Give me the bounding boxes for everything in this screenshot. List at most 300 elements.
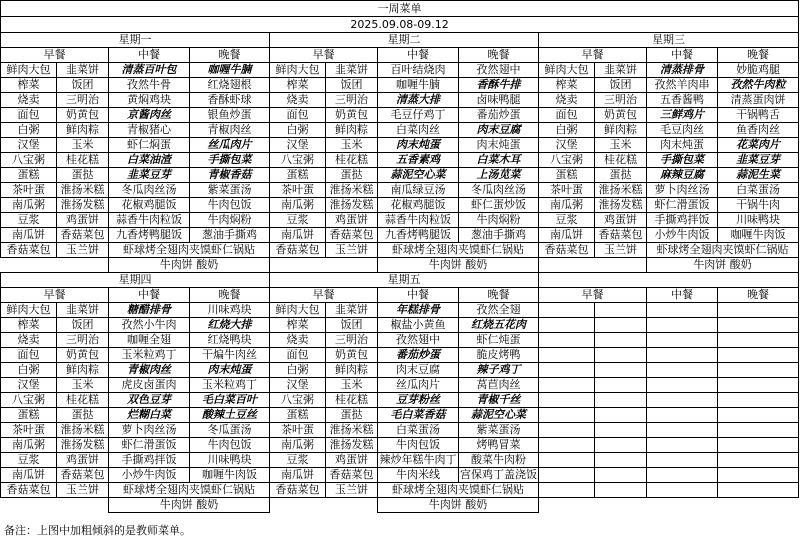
dish-cell: 辣子鸡丁 — [459, 363, 539, 378]
dish-cell: 玉兰饼 — [326, 243, 378, 258]
dish-cell: 榨菜 — [1, 78, 57, 93]
dish-cell: 八宝粥 — [539, 153, 595, 168]
empty-cell — [595, 303, 647, 318]
dish-cell: 清蒸排骨 — [647, 63, 718, 78]
empty-cell — [647, 408, 718, 423]
dish-cell: 南瓜饼 — [1, 228, 57, 243]
dish-cell: 牛肉包饭 — [378, 438, 459, 453]
dish-cell: 白粥 — [1, 363, 57, 378]
dish-cell: 奶黄包 — [57, 348, 109, 363]
dish-cell: 孜然翅中 — [378, 333, 459, 348]
dish-cell: 肉末炖蛋 — [459, 138, 539, 153]
dish-cell: 奶黄包 — [326, 108, 378, 123]
meal-header-breakfast: 早餐 — [1, 48, 109, 63]
table-row — [1, 348, 799, 363]
dish-cell: 淮扬米糕 — [326, 423, 378, 438]
empty-cell — [595, 348, 647, 363]
empty-cell — [595, 408, 647, 423]
dish-cell: 番茄炒蛋 — [378, 348, 459, 363]
meal-header-dinner: 晚餐 — [459, 288, 539, 303]
empty-cell — [647, 438, 718, 453]
dish-cell: 虾仁炖蛋 — [459, 333, 539, 348]
dish-cell: 香菇菜包 — [1, 243, 57, 258]
empty-cell — [1, 498, 109, 513]
dish-cell: 九香烤鸭腿饭 — [378, 228, 459, 243]
extra-items: 牛肉饼 酸奶 — [109, 258, 270, 273]
empty-cell — [539, 393, 595, 408]
dish-cell: 肉末豆腐 — [378, 363, 459, 378]
date-range: 2025.09.08-09.12 — [1, 17, 799, 33]
dish-cell: 豆浆 — [1, 213, 57, 228]
empty-cell — [647, 378, 718, 393]
dish-cell: 三明治 — [57, 93, 109, 108]
dish-cell: 香菇菜包 — [57, 468, 109, 483]
dish-cell: 玉米粒鸡丁 — [109, 348, 190, 363]
dish-cell: 虾球烤全翅肉夹馍虾仁锅贴 — [378, 243, 539, 258]
dish-cell: 汉堡 — [1, 138, 57, 153]
dish-cell: 南瓜饼 — [270, 228, 326, 243]
dish-cell: 淮扬发糕 — [326, 198, 378, 213]
dish-cell: 面包 — [539, 108, 595, 123]
meal-header-dinner: 晚餐 — [190, 288, 270, 303]
dish-cell: 白菜油渣 — [109, 153, 190, 168]
dish-cell: 番茄炒蛋 — [459, 108, 539, 123]
dish-cell: 香菇菜包 — [1, 483, 57, 498]
table-row — [1, 93, 799, 108]
meal-header-lunch: 中餐 — [647, 48, 718, 63]
table-row — [1, 333, 799, 348]
empty-cell — [647, 483, 718, 498]
dish-cell: 豆浆 — [1, 453, 57, 468]
dish-cell: 鸡蛋饼 — [326, 453, 378, 468]
dish-cell: 妙脆鸡腿 — [718, 63, 799, 78]
dish-cell: 韭菜饼 — [57, 303, 109, 318]
dish-cell: 烧卖 — [270, 333, 326, 348]
dish-cell: 鲜肉粽 — [326, 123, 378, 138]
dish-cell: 咖喱全翅 — [109, 333, 190, 348]
table-row — [1, 123, 799, 138]
dish-cell: 豆芽粉丝 — [378, 393, 459, 408]
dish-cell: 虾仁滑蛋饭 — [109, 438, 190, 453]
dish-cell: 榨菜 — [270, 318, 326, 333]
table-row — [1, 243, 799, 258]
empty-cell — [595, 333, 647, 348]
empty-cell — [539, 468, 595, 483]
dish-cell: 香酥虾球 — [190, 93, 270, 108]
empty-cell — [647, 348, 718, 363]
dish-cell: 白粥 — [270, 123, 326, 138]
menu-title: 一周菜单 — [1, 1, 799, 17]
dish-cell: 花椒鸡腿饭 — [109, 198, 190, 213]
dish-cell: 桂花糕 — [595, 153, 647, 168]
empty-cell — [539, 333, 595, 348]
dish-cell: 榨菜 — [1, 318, 57, 333]
dish-cell: 卤味鸭腿 — [459, 93, 539, 108]
dish-cell: 玉米 — [326, 378, 378, 393]
empty-cell — [718, 438, 799, 453]
dish-cell: 萝卜肉丝汤 — [647, 183, 718, 198]
empty-cell — [270, 258, 378, 273]
day-header: 星期五 — [270, 273, 539, 288]
dish-cell: 麻辣豆腐 — [647, 168, 718, 183]
dish-cell: 蛋挞 — [326, 408, 378, 423]
dish-cell: 宫保鸡丁盖浇饭 — [460, 468, 537, 481]
dish-cell: 毛豆肉丝 — [647, 123, 718, 138]
empty-cell — [718, 423, 799, 438]
table-row — [1, 453, 799, 468]
table-row — [1, 438, 799, 453]
meal-header-dinner: 晚餐 — [718, 288, 799, 303]
empty-cell — [270, 498, 378, 513]
dish-cell: 手撕鸡拌饭 — [647, 213, 718, 228]
dish-cell: 榨菜 — [270, 78, 326, 93]
dish-cell: 茶叶蛋 — [1, 183, 57, 198]
empty-cell — [539, 408, 595, 423]
dish-cell: 百叶结烧肉 — [378, 63, 459, 78]
extra-items: 牛肉饼 酸奶 — [109, 498, 270, 513]
dish-cell: 葱油手撕鸡 — [190, 228, 270, 243]
dish-cell: 蛋糕 — [1, 408, 57, 423]
table-row — [1, 183, 799, 198]
dish-cell: 虾球烤全翅肉夹馍虾仁锅贴 — [378, 483, 539, 498]
empty-cell — [718, 468, 799, 483]
dish-cell: 鸡蛋饼 — [595, 213, 647, 228]
dish-cell: 淮扬发糕 — [595, 198, 647, 213]
extra-items: 牛肉饼 酸奶 — [378, 258, 539, 273]
dish-cell: 面包 — [270, 108, 326, 123]
dish-cell: 香菇菜包 — [326, 468, 378, 483]
meal-header-lunch: 中餐 — [109, 48, 190, 63]
dish-cell: 红烧大排 — [190, 318, 270, 333]
empty-cell — [595, 393, 647, 408]
dish-cell: 干煸牛肉丝 — [190, 348, 270, 363]
dish-cell: 奶黄包 — [326, 348, 378, 363]
dish-cell: 手撕包菜 — [190, 153, 270, 168]
dish-cell: 紫菜蛋汤 — [190, 183, 270, 198]
dish-cell: 咖喱牛腩 — [378, 78, 459, 93]
dish-cell: 八宝粥 — [270, 153, 326, 168]
empty-cell — [539, 273, 799, 288]
dish-cell: 茶叶蛋 — [1, 423, 57, 438]
empty-cell — [595, 378, 647, 393]
empty-cell — [539, 453, 595, 468]
dish-cell: 牛肉包饭 — [190, 198, 270, 213]
dish-cell: 南瓜饼 — [270, 468, 326, 483]
dish-cell: 双色豆芽 — [109, 393, 190, 408]
dish-cell: 肉末炖蛋 — [647, 138, 718, 153]
dish-cell: 桂花糕 — [326, 393, 378, 408]
dish-cell: 玉米 — [595, 138, 647, 153]
dish-cell: 鲜肉大包 — [1, 303, 57, 318]
dish-cell: 香菇菜包 — [57, 228, 109, 243]
table-row — [1, 63, 799, 78]
meal-header-dinner: 晚餐 — [459, 48, 539, 63]
dish-cell: 花椒鸡腿饭 — [378, 198, 459, 213]
dish-cell: 三明治 — [595, 93, 647, 108]
dish-cell: 虾仁蛋炒饭 — [459, 198, 539, 213]
dish-cell: 淮扬发糕 — [57, 198, 109, 213]
extra-items: 牛肉饼 酸奶 — [647, 258, 799, 273]
dish-cell: 桂花糕 — [57, 393, 109, 408]
dish-cell: 紫菜蛋汤 — [459, 423, 539, 438]
dish-cell: 淮扬米糕 — [57, 423, 109, 438]
dish-cell: 虾仁焖蛋 — [109, 138, 190, 153]
dish-cell: 京酱肉丝 — [109, 108, 190, 123]
dish-cell: 茶叶蛋 — [270, 183, 326, 198]
table-row — [1, 318, 799, 333]
dish-cell: 三明治 — [57, 333, 109, 348]
dish-cell: 桂花糕 — [326, 153, 378, 168]
table-row — [1, 468, 799, 483]
empty-cell — [718, 453, 799, 468]
dish-cell: 蒜泥空心菜 — [459, 408, 539, 423]
dish-cell: 冬瓜肉丝汤 — [459, 183, 539, 198]
dish-cell: 小炒牛肉饭 — [109, 468, 190, 483]
dish-cell: 牛肉焖粉 — [190, 213, 270, 228]
dish-cell: 牛肉焖粉 — [459, 213, 539, 228]
dish-cell: 冬瓜蛋汤 — [190, 423, 270, 438]
dish-cell: 孜然全翅 — [459, 303, 539, 318]
dish-cell: 茶叶蛋 — [270, 423, 326, 438]
dish-cell: 玉米 — [57, 378, 109, 393]
dish-cell: 桂花糕 — [57, 153, 109, 168]
dish-cell: 八宝粥 — [1, 393, 57, 408]
dish-cell: 豆浆 — [270, 453, 326, 468]
dish-cell: 青椒千丝 — [459, 393, 539, 408]
dish-cell: 鸡蛋饼 — [57, 453, 109, 468]
dish-cell: 白粥 — [1, 123, 57, 138]
empty-cell — [595, 363, 647, 378]
dish-cell: 韭菜豆芽 — [109, 168, 190, 183]
footnote: 备注：上图中加粗倾斜的是教师菜单。 — [4, 524, 191, 537]
dish-cell: 香菇菜包 — [270, 243, 326, 258]
dish-cell: 孜然羊肉串 — [647, 78, 718, 93]
dish-cell: 八宝粥 — [1, 153, 57, 168]
dish-cell: 玉兰饼 — [57, 243, 109, 258]
dish-cell: 毛白菜百叶 — [190, 393, 270, 408]
dish-cell: 南瓜饼 — [539, 228, 595, 243]
dish-cell: 白菜蛋汤 — [718, 183, 799, 198]
dish-cell: 玉兰饼 — [595, 243, 647, 258]
dish-cell: 毛白菜香菇 — [378, 408, 459, 423]
dish-cell: 鲜肉大包 — [270, 303, 326, 318]
dish-cell: 蒜泥生菜 — [718, 168, 799, 183]
dish-cell: 韭菜饼 — [57, 63, 109, 78]
dish-cell: 牛肉米线 — [378, 468, 459, 483]
dish-cell: 烤鸭冒菜 — [459, 438, 539, 453]
empty-cell — [647, 453, 718, 468]
table-row — [1, 378, 799, 393]
table-row — [1, 138, 799, 153]
empty-cell — [539, 483, 595, 498]
dish-cell: 面包 — [1, 108, 57, 123]
dish-cell: 香酥牛排 — [459, 78, 539, 93]
dish-cell: 淮扬米糕 — [595, 183, 647, 198]
dish-cell: 川味鸭块 — [190, 453, 270, 468]
dish-cell: 南瓜粥 — [1, 438, 57, 453]
dish-cell: 椒盐小黄鱼 — [378, 318, 459, 333]
dish-cell: 韭菜饼 — [326, 63, 378, 78]
dish-cell: 肉末炖蛋 — [378, 138, 459, 153]
empty-cell — [647, 318, 718, 333]
dish-cell: 蒜泥空心菜 — [378, 168, 459, 183]
dish-cell: 银鱼炒蛋 — [190, 108, 270, 123]
dish-cell: 年糕排骨 — [378, 303, 459, 318]
dish-cell: 榨菜 — [539, 78, 595, 93]
empty-cell — [647, 423, 718, 438]
table-row — [1, 108, 799, 123]
dish-cell: 毛豆仔鸡丁 — [378, 108, 459, 123]
dish-cell: 虾球烤全翅肉夹馍虾仁锅贴 — [109, 483, 270, 498]
dish-cell: 川味鸭块 — [718, 213, 799, 228]
dish-cell: 三明治 — [326, 333, 378, 348]
empty-cell — [718, 303, 799, 318]
dish-cell: 淮扬发糕 — [326, 438, 378, 453]
empty-cell — [647, 333, 718, 348]
dish-cell: 青椒香菇 — [190, 168, 270, 183]
table-row — [1, 423, 799, 438]
dish-cell: 糖醋排骨 — [109, 303, 190, 318]
dish-cell: 上汤苋菜 — [459, 168, 539, 183]
day-header: 星期二 — [270, 33, 539, 48]
dish-cell: 南瓜粥 — [1, 198, 57, 213]
dish-cell: 手撕鸡拌饭 — [109, 453, 190, 468]
dish-cell: 红烧鸭块 — [190, 333, 270, 348]
meal-header-lunch: 中餐 — [378, 288, 459, 303]
empty-cell — [539, 348, 595, 363]
empty-cell — [647, 468, 718, 483]
dish-cell: 面包 — [1, 348, 57, 363]
dish-cell: 玉米 — [326, 138, 378, 153]
extra-items: 牛肉饼 酸奶 — [378, 498, 539, 513]
dish-cell: 韭菜饼 — [595, 63, 647, 78]
dish-cell: 韭菜饼 — [326, 303, 378, 318]
dish-cell: 烧卖 — [1, 333, 57, 348]
dish-cell: 烂糊白菜 — [109, 408, 190, 423]
dish-cell: 手撕包菜 — [647, 153, 718, 168]
dish-cell: 干锅鸭舌 — [718, 108, 799, 123]
dish-cell: 葱油手撕鸡 — [459, 228, 539, 243]
dish-cell: 汉堡 — [270, 138, 326, 153]
dish-cell: 青椒肉丝 — [109, 363, 190, 378]
dish-cell: 清蒸蛋肉饼 — [718, 93, 799, 108]
dish-cell: 玉兰饼 — [326, 483, 378, 498]
dish-cell: 冬瓜肉丝汤 — [109, 183, 190, 198]
dish-cell: 韭菜豆芽 — [718, 153, 799, 168]
dish-cell: 白菜蛋汤 — [378, 423, 459, 438]
empty-cell — [718, 363, 799, 378]
empty-cell — [718, 318, 799, 333]
empty-cell — [718, 378, 799, 393]
dish-cell: 咖喱牛肉饭 — [190, 468, 270, 483]
dish-cell: 豆浆 — [539, 213, 595, 228]
day-header: 星期一 — [1, 33, 270, 48]
dish-cell: 清蒸百叶包 — [109, 63, 190, 78]
dish-cell: 汉堡 — [270, 378, 326, 393]
dish-cell: 香菇菜包 — [270, 483, 326, 498]
dish-cell: 玉米粒鸡丁 — [190, 378, 270, 393]
dish-cell: 蒜香牛肉粒饭 — [109, 213, 190, 228]
dish-cell: 干锅牛肉 — [718, 198, 799, 213]
dish-cell: 鲜肉粽 — [57, 123, 109, 138]
dish-cell: 肉末豆腐 — [459, 123, 539, 138]
dish-cell: 虾球烤全翅肉夹馍虾仁锅贴 — [109, 243, 270, 258]
table-row — [1, 198, 799, 213]
dish-cell: 白粥 — [270, 363, 326, 378]
dish-cell: 蒜香牛肉粒饭 — [378, 213, 459, 228]
empty-cell — [539, 378, 595, 393]
dish-cell: 淮扬米糕 — [57, 183, 109, 198]
dish-cell: 黄焖鸡块 — [109, 93, 190, 108]
dish-cell: 南瓜粥 — [270, 438, 326, 453]
dish-cell: 鲜肉大包 — [1, 63, 57, 78]
dish-cell: 南瓜粥 — [539, 198, 595, 213]
dish-cell: 红烧五花肉 — [459, 318, 539, 333]
table-row — [1, 213, 799, 228]
dish-cell: 香菇菜包 — [539, 243, 595, 258]
dish-cell: 烧卖 — [270, 93, 326, 108]
dish-cell: 面包 — [270, 348, 326, 363]
meal-header-lunch: 中餐 — [378, 48, 459, 63]
dish-cell: 花菜肉片 — [718, 138, 799, 153]
dish-cell: 酸菜牛肉粉 — [459, 453, 539, 468]
empty-cell — [1, 258, 109, 273]
empty-cell — [595, 453, 647, 468]
dish-cell: 汉堡 — [539, 138, 595, 153]
dish-cell: 饭团 — [595, 78, 647, 93]
dish-cell: 奶黄包 — [57, 108, 109, 123]
dish-cell: 鸡蛋饼 — [326, 213, 378, 228]
dish-cell: 三明治 — [326, 93, 378, 108]
dish-cell: 饭团 — [57, 318, 109, 333]
dish-cell: 虾球烤全翅肉夹馍虾仁锅贴 — [647, 243, 799, 258]
dish-cell: 奶黄包 — [595, 108, 647, 123]
dish-cell: 蛋挞 — [326, 168, 378, 183]
dish-cell: 饭团 — [326, 318, 378, 333]
dish-cell: 鲜肉大包 — [539, 63, 595, 78]
dish-cell: 饭团 — [57, 78, 109, 93]
dish-cell: 小炒牛肉饭 — [647, 228, 718, 243]
dish-cell: 白菜肉丝 — [378, 123, 459, 138]
dish-cell: 青椒肉丝 — [190, 123, 270, 138]
empty-cell — [595, 468, 647, 483]
dish-cell: 蛋糕 — [1, 168, 57, 183]
meal-header-breakfast: 早餐 — [1, 288, 109, 303]
dish-cell: 蛋糕 — [270, 408, 326, 423]
dish-cell: 九香烤鸭腿饭 — [109, 228, 190, 243]
dish-cell: 红烧翅根 — [190, 78, 270, 93]
dish-cell: 白粥 — [539, 123, 595, 138]
empty-cell — [595, 318, 647, 333]
dish-cell: 咖喱牛肉饭 — [718, 228, 799, 243]
dish-cell: 虾仁滑蛋饭 — [647, 198, 718, 213]
empty-cell — [718, 333, 799, 348]
dish-cell: 茶叶蛋 — [539, 183, 595, 198]
empty-cell — [718, 393, 799, 408]
dish-cell: 南瓜绿豆汤 — [378, 183, 459, 198]
dish-cell: 鲜肉大包 — [270, 63, 326, 78]
dish-cell: 五香酱鸭 — [647, 93, 718, 108]
meal-header-dinner: 晚餐 — [718, 48, 799, 63]
dish-cell: 蛋挞 — [595, 168, 647, 183]
dish-cell: 孜然牛骨 — [109, 78, 190, 93]
table-row — [1, 363, 799, 378]
dish-cell: 白菜木耳 — [459, 153, 539, 168]
table-row — [1, 228, 799, 243]
meal-header-dinner: 晚餐 — [190, 48, 270, 63]
dish-cell: 丝瓜肉片 — [378, 378, 459, 393]
empty-cell — [718, 483, 799, 498]
